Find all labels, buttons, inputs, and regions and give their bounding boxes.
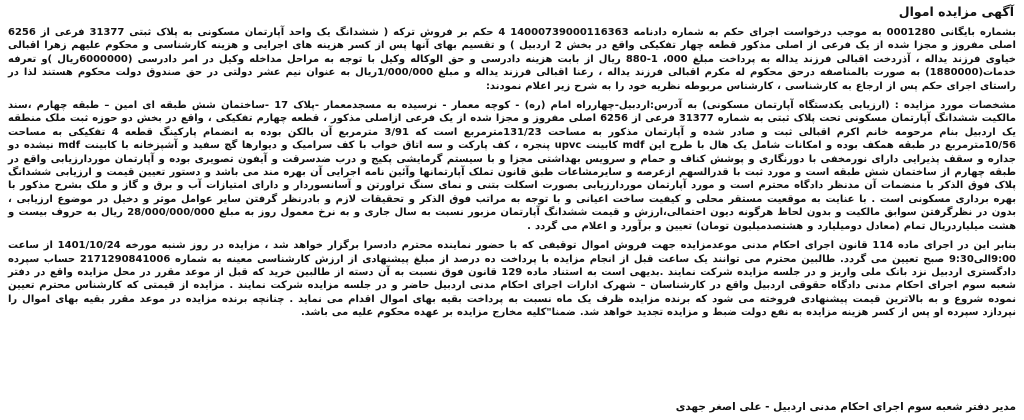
notice-title: آگهی مزایده اموال — [898, 4, 1014, 19]
paragraph-auction-terms: بنابر این در اجرای ماده 114 قانون اجرای احکام مدنی موعدمزایده جهت فروش اموال توقیفی که با حضور نماینده محترم دادسرا برگزار خواهد شد ، مزایده در روز شنبه مورخه 1401/10/24 از ساعت 9:00الی9:30 صبح تعیین می گردد. طالبین محترم می توانند یک ساعت قبل از انجام مزایده با پرداخت ده درصد از مبلغ پیشنهادی از ارزش کارشناسی معینه به شماره 2171290841006 حساب سپرده دادگستری اردبیل نزد بانک ملی واریز و در جلسه مزایده شرکت نمایند .بدیهی است به استناد ماده 129 قانون فوق نسبت به آن دسته از طالبین خرید که قبل از موعد مقرر در محل مزایده واقع در دفتر شعبه سوم اجرای احکام مدنی دادگاه حقوقی اردبیل واقع در کارشناسان – شهرک ادارات اجرای احکام مدنی اردبیل حاضر و در جلسه مزایده شرکت نمایند . مزایده از قیمتی که کارشناس محترم تعیین نموده شروع و به بالاترین قیمت پیشنهادی فروخته می شود که برنده مزایده ظرف یک ماه نسبت به پرداخت بقیه بهای اموال اقدام می نماید . چنانچه برنده مزایده در موعد مقرر بقیه بهای اموال را نپردازد سپرده او پس از کسر هزینه مزایده به نفع دولت ضبط و مزایده تجدید خواهد شد. ضمنا"کلیه مخارج مزایده بر عهده محکوم علیه می باشد. — [8, 240, 1016, 319]
paragraph-case-details: بشماره بایگانی 0001280 به موجب درخواست اجرای حکم به شماره دادنامه 14000739000116363 4 حکم بر فروش ترکه ( ششدانگ یک واحد آپارتمان مسکونی به پلاک ثبتی 31377 فرعی از 6256 اصلی مفروز و مجزا شده از یک فرعی از اصلی مذکور قطعه چهار تفکیکی واقع در بخش 2 اردبیل ) و تقسیم بهای آنها پس از کسر هزینه های اجرایی و هزینه کارشناسی و محکوم علیهم زهرا اقبالی خیاوی فرزند یداله ، آذردخت اقبالی فرزند یداله به پرداخت مبلغ 000، 1-880 ریال از بابت هزینه دادرسی و حق الوکاله وکیل با توجه به مراحل مداخله وکیل در امر دادرسی (6000000ریال )و تعرفه خدمات(1880000) به صورت بالمناصفه درحق محکوم له مکرم اقبالی فرزند یداله ، رعنا اقبالی فرزند یداله و مبلغ 1/000/000ریال به عنوان نیم عشر دولتی در حق صندوق دولت محکوم هستند لذا در راستای اجرای حکم پس از ارجاع به کارشناسی ، کارشناس مربوطه نظریه خود را به شرح زیر اعلام نمودند: — [8, 27, 1017, 92]
auction-notice — [8, 0, 1016, 420]
signature-line: مدیر دفتر شعبه سوم اجرای احکام مدنی اردبیل - علی اصغر جهدی — [675, 401, 1016, 413]
paragraph-property-specs: مشخصات مورد مزایده : (ارزیابی یکدستگاه آپارتمان مسکونی) به آدرس:اردبیل-چهارراه امام (ره) - کوچه معمار - نرسیده به مسجدمعمار -پلاک 17 -ساختمان شش طبقه ای امین – طبقه چهارم ،سند مالکیت ششدانگ آپارتمان مسکونی تحت پلاک ثبتی به شماره 31377 فرعی از 6256 اصلی مفروز و مجزا شده از یک فرعی ازاصلی مذکور ، قطعه چهارم تفکیکی ، واقع در بخش دو حوزه ثبت ملک منطقه یک اردبیل بنام مرحومه خانم اکرم اقبالی ثبت و صادر شده و آپارتمان مذکور به مساحت 131/23مترمربع است که 3/91 مترمربع آن بالکن بوده به انضمام پارکینگ قطعه 4 تفکیکی به مساحت 10/56مترمربع در طبقه همکف بوده و امکانات شامل یک هال با طرح این mdf کابینت upvc پنجره ، کف پارکت و سه اتاق خواب با کف سرامیک و دیوارها گچ سفید و آشپزخانه با کابینت mdf نیشده دو جداره و سقف پذیرایی دارای نورمخفی با دورنگاری و پوشش کناف و حمام و سرویس بهداشتی مجزا و با سیستم گرمایشی پکیج و درب ضدسرقت و آیفون تصویری بوده و آپارتمان موردارزیابی واقع در طبقه چهارم از ساختمان شش طبقه است و مورد ثبت با قدرالسهم ازعرصه و سایرمشاعات طبق قانون تملک آپارتمانها وآئین نامه اجرایی آن بهره مند می باشد و دستور تعیین قیمت و ارزیابی ششدانگ پلاک فوق الذکر با منضمات آن مدنظر دادگاه محترم است و مورد آپارتمان موردارزیابی بصورت اسکلت بتنی و نمای سنگ تراورتن و آسانسوردار و دارای امتیازات آب و برق و گاز و ملک بشرح مذکور با بهره برداری مسکونی است . با عنایت به موقعیت مستقر محلی و کیفیت ساخت اعیانی و با توجه به مراتب فوق الذکر و تحقیقات لازم و بادرنظر گرفتن سایر عوامل موثر و دخیل در موضوع ارزیابی ، بدون در نظرگرفتن سوابق مالکیت و بدون لحاظ هرگونه دیون احتمالی،ارزش و قیمت ششدانگ آپارتمان مزبور نسبت به سال جاری و به نرخ معمول روز به مبلغ 28/000/000/000 ریال به حروف بیست و هشت میلیاردریال تمام (معادل دومیلیارد و هشتصدمیلیون تومان) تعیین و برآورد و اعلام می گردد . — [8, 100, 1016, 232]
